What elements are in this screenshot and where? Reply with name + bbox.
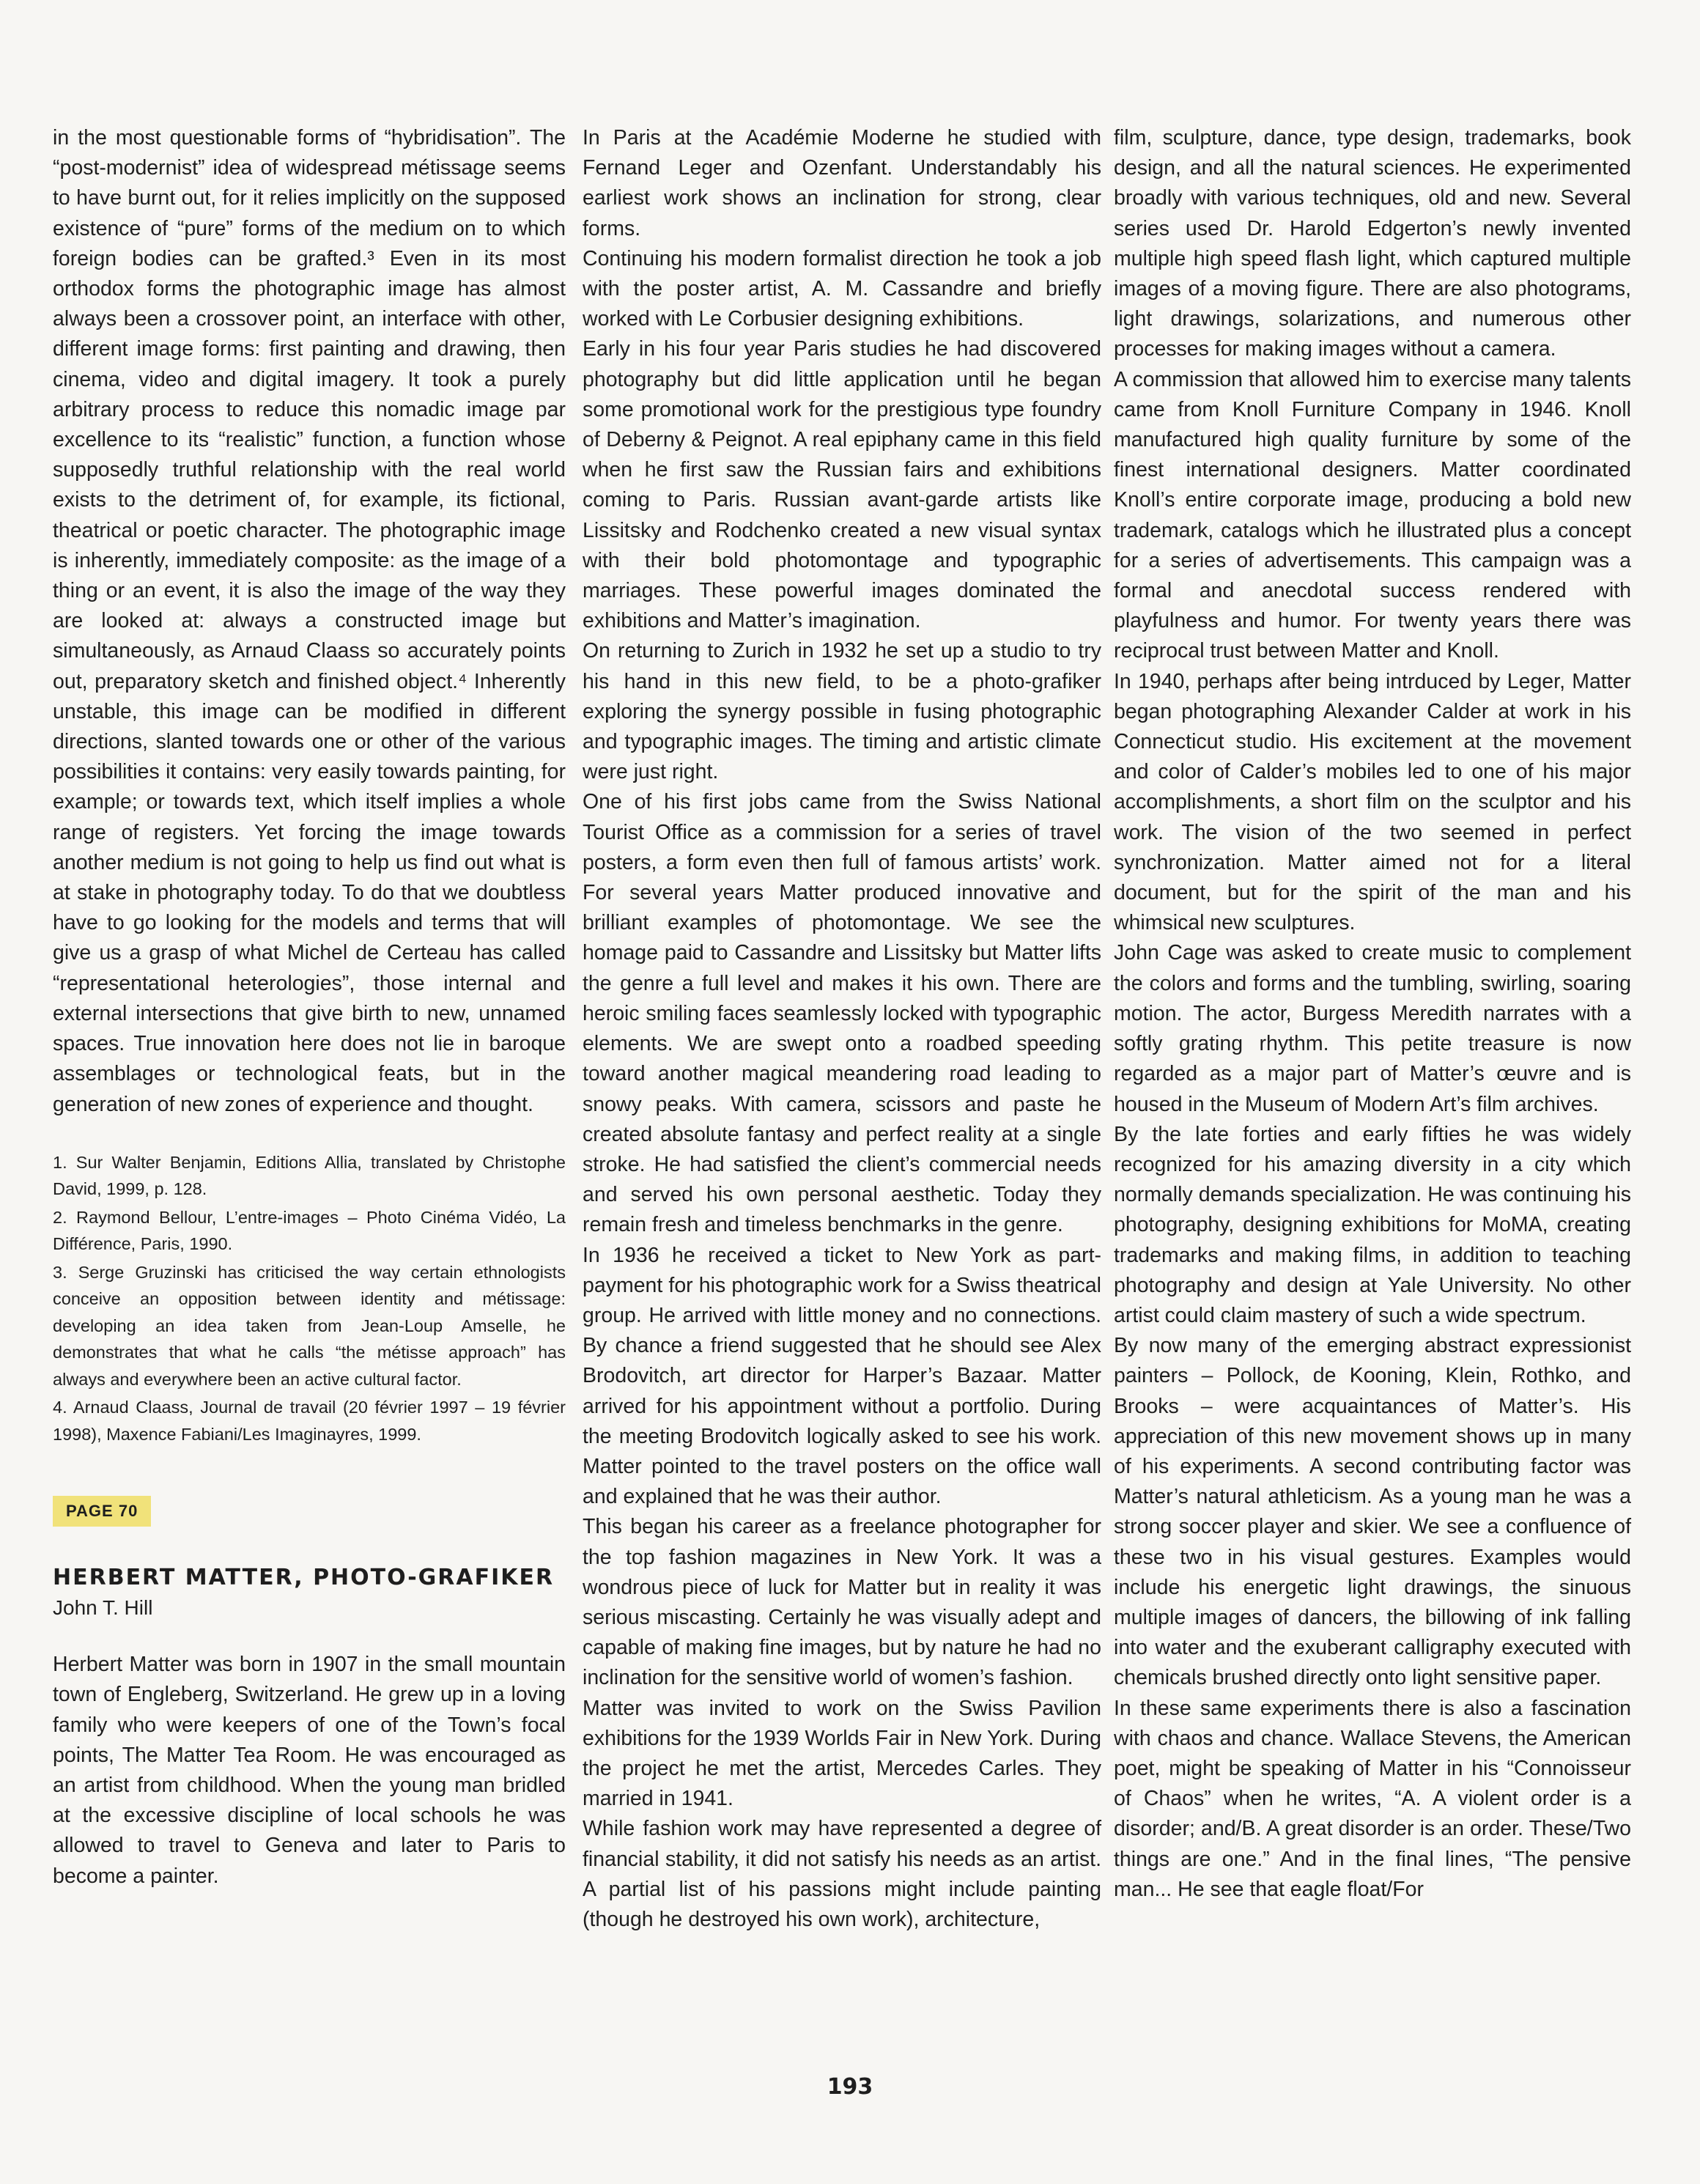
- paragraph: This began his career as a freelance photographer for the top fashion magazines in New York. It was a wondrous piece of luck for Matter but in reality it was serious miscasting. Certainly he was visually adept and capable of making fine images, but by nature he had no inclination for the sensitive world of women’s fashion.: [583, 1515, 1101, 1690]
- paragraph: In 1940, perhaps after being intrduced by Leger, Matter began photographing Alexander Calder at work in his Connecticut studio. His excitement at the movement and color of Calder’s mobiles led to one of his major accomplishments, a short film on the sculptor and his work. The vision of the two seemed in perfect synchronization. Matter aimed not for a literal document, but for the spirit of the man and his whimsical new sculptures.: [1114, 669, 1631, 935]
- column-middle: [583, 123, 1101, 1935]
- paragraph: On returning to Zurich in 1932 he set up a studio to try his hand in this new field, to be a photo-grafiker exploring the synergy possible in fusing photographic and typographic images. The timing and artistic climate were just right.: [583, 639, 1101, 784]
- paragraph: film, sculpture, dance, type design, trademarks, book design, and all the natural sciences. He experimented broadly with various techniques, old and new. Several series used Dr. Harold Edgerton’s newly invented multiple high speed flash light, which captured multiple images of a moving figure. There are also photograms, light drawings, solarizations, and numerous other processes for making images without a camera.: [1114, 126, 1631, 361]
- paragraph: A commission that allowed him to exercise many talents came from Knoll Furniture Company in 1946. Knoll manufactured high quality furniture by some of the finest international designers. Matter coordinated Knoll’s entire corporate image, producing a bold new trademark, catalogs which he illustrated plus a concept for a series of advertisements. This campaign was a formal and anecdotal success rendered with playfulness and humor. For twenty years there was reciprocal trust between Matter and Knoll.: [1114, 367, 1631, 663]
- paragraph: Matter was invited to work on the Swiss Pavilion exhibitions for the 1939 Worlds Fair in New York. During the project he met the artist, Mercedes Carles. They married in 1941.: [583, 1696, 1101, 1811]
- article-intro-paragraph: Herbert Matter was born in 1907 in the small mountain town of Engleberg, Switzerland. He grew up in a loving family who were keepers of one of the Town’s focal points, The Matter Tea Room. He was encouraged as an artist from childhood. When the young man bridled at the excessive discipline of local schools he was allowed to travel to Geneva and later to Paris to become a painter.: [53, 1653, 566, 1888]
- paragraph: Continuing his modern formalist direction he took a job with the poster artist, A. M. Cassandre and briefly worked with Le Corbusier designing exhibitions.: [583, 246, 1101, 331]
- paragraph: While fashion work may have represented a degree of financial stability, it did not satisfy his needs as an artist. A partial list of his passions might include painting (though he destroyed his own work), architecture,: [583, 1817, 1101, 1931]
- paragraph: Early in his four year Paris studies he had discovered photography but did little application until he began some promotional work for the prestigious type foundry of Deberny & Peignot. A real epiphany came in this field when he first saw the Russian fairs and exhibitions coming to Paris. Russian avant-garde artists like Lissitsky and Rodchenko created a new visual syntax with their bold photomontage and typographic marriages. These powerful images dominated the exhibitions and Matter’s imagination.: [583, 337, 1101, 633]
- footnote-1: 1. Sur Walter Benjamin, Editions Allia, translated by Christophe David, 1999, p. 128.: [53, 1152, 566, 1199]
- footnote-2: 2. Raymond Bellour, L’entre-images – Photo Cinéma Vidéo, La Différence, Paris, 1990.: [53, 1207, 566, 1254]
- column-right: [1114, 123, 1631, 1905]
- article-author: John T. Hill: [53, 1596, 153, 1620]
- paragraph: John Cage was asked to create music to complement the colors and forms and the tumbling, swirling, soaring motion. The actor, Burgess Meredith narrates with a softly grating rhythm. This petite treasure is now regarded as a major part of Matter’s œuvre and is housed in the Museum of Modern Art’s film archives.: [1114, 941, 1631, 1116]
- paragraph: By now many of the emerging abstract expressionist painters – Pollock, de Kooning, Klein, Rothko, and Brooks – were acquaintances of Matter’s. His appreciation of this new movement shows up in many of his experiments. A second contributing factor was Matter’s natural athleticism. As a young man he was a strong soccer player and skier. We see a confluence of these two in his visual gestures. Examples would include his energetic light drawings, the sinuous multiple images of dancers, the billowing of ink falling into water and the exuberant calligraphy executed with chemicals brushed directly onto light sensitive paper.: [1114, 1334, 1631, 1690]
- page-number: 193: [827, 2074, 873, 2100]
- paragraph: In Paris at the Académie Moderne he studied with Fernand Leger and Ozenfant. Understandably his earliest work shows an inclination for strong, clear forms.: [583, 126, 1101, 240]
- paragraph: In these same experiments there is also a fascination with chaos and chance. Wallace Stevens, the American poet, might be speaking of Matter in his “Connoisseur of Chaos” when he writes, “A. A violent order is a disorder; and/B. A great disorder is an order. These/Two things are one.” And in the final lines, “The pensive man... He see that eagle float/For: [1114, 1696, 1631, 1901]
- footnote-3: 3. Serge Gruzinski has criticised the way certain ethnologists conceive an opposition between identity and métissage: developing an idea taken from Jean-Loup Amselle, he demonstrates that what he calls “the métisse approach” has always and everywhere been an active cultural factor.: [53, 1262, 566, 1389]
- footnote-4: 4. Arnaud Claass, Journal de travail (20 février 1997 – 19 février 1998), Maxence Fabiani/Les Imaginayres, 1999.: [53, 1398, 566, 1444]
- paragraph: In 1936 he received a ticket to New York as part-payment for his photographic work for a Swiss theatrical group. He arrived with little money and no connections. By chance a friend suggested that he should see Alex Brodovitch, art director for Harper’s Bazaar. Matter arrived for his appointment without a portfolio. During the meeting Brodovitch logically asked to see his work. Matter pointed to the travel posters on the office wall and explained that he was their author.: [583, 1243, 1101, 1509]
- column-left: [53, 123, 566, 1892]
- paragraph: By the late forties and early fifties he was widely recognized for his amazing diversity in a city which normally demands specialization. He was continuing his photography, designing exhibitions for MoMA, creating trademarks and making films, in addition to teaching photography and design at Yale University. No other artist could claim mastery of such a wide spectrum.: [1114, 1122, 1631, 1327]
- footnotes: [53, 1149, 566, 1448]
- essay-paragraph: in the most questionable forms of “hybridisation”. The “post-modernist” idea of widespread métissage seems to have burnt out, for it relies implicitly on the supposed existence of “pure” forms of the medium on to which foreign bodies can be grafted.³ Even in its most orthodox forms the photographic image has almost always been a crossover point, an interface with other, different image forms: first painting and drawing, then cinema, video and digital imagery. It took a purely arbitrary process to reduce this nomadic image par excellence to its “realistic” function, a function whose supposedly truthful relationship with the real world exists to the detriment of, for example, its fictional, theatrical or poetic character. The photographic image is inherently, immediately composite: as the image of a thing or an event, it is also the image of the way they are looked at: always a constructed image but simultaneously, as Arnaud Claass so accurately points out, preparatory sketch and finished object.⁴ Inherently unstable, this image can be modified in different directions, slanted towards one or other of the various possibilities it contains: very easily towards painting, for example; or towards text, which itself implies a whole range of registers. Yet forcing the image towards another medium is not going to help us find out what is at stake in photography today. To do that we doubtless have to go looking for the models and terms that will give us a grasp of what Michel de Certeau has called “representational heterologies”, those internal and external intersections that give birth to new, unnamed spaces. True innovation here does not lie in baroque assemblages or technological feats, but in the generation of new zones of experience and thought.: [53, 126, 566, 1116]
- paragraph: One of his first jobs came from the Swiss National Tourist Office as a commission for a series of travel posters, a form even then full of famous artists’ work. For several years Matter produced innovative and brilliant examples of photomontage. We see the homage paid to Cassandre and Lissitsky but Matter lifts the genre a full level and makes it his own. There are heroic smiling faces seamlessly locked with typographic elements. We are swept onto a roadbed speeding toward another magical meandering road leading to snowy peaks. With camera, scissors and paste he created absolute fantasy and perfect reality at a single stroke. He had satisfied the client’s commercial needs and served his own personal aesthetic. Today they remain fresh and timeless benchmarks in the genre.: [583, 790, 1101, 1237]
- article-title: HERBERT MATTER, PHOTO-GRAFIKER: [53, 1565, 555, 1591]
- page-reference-tag: PAGE 70: [53, 1496, 151, 1527]
